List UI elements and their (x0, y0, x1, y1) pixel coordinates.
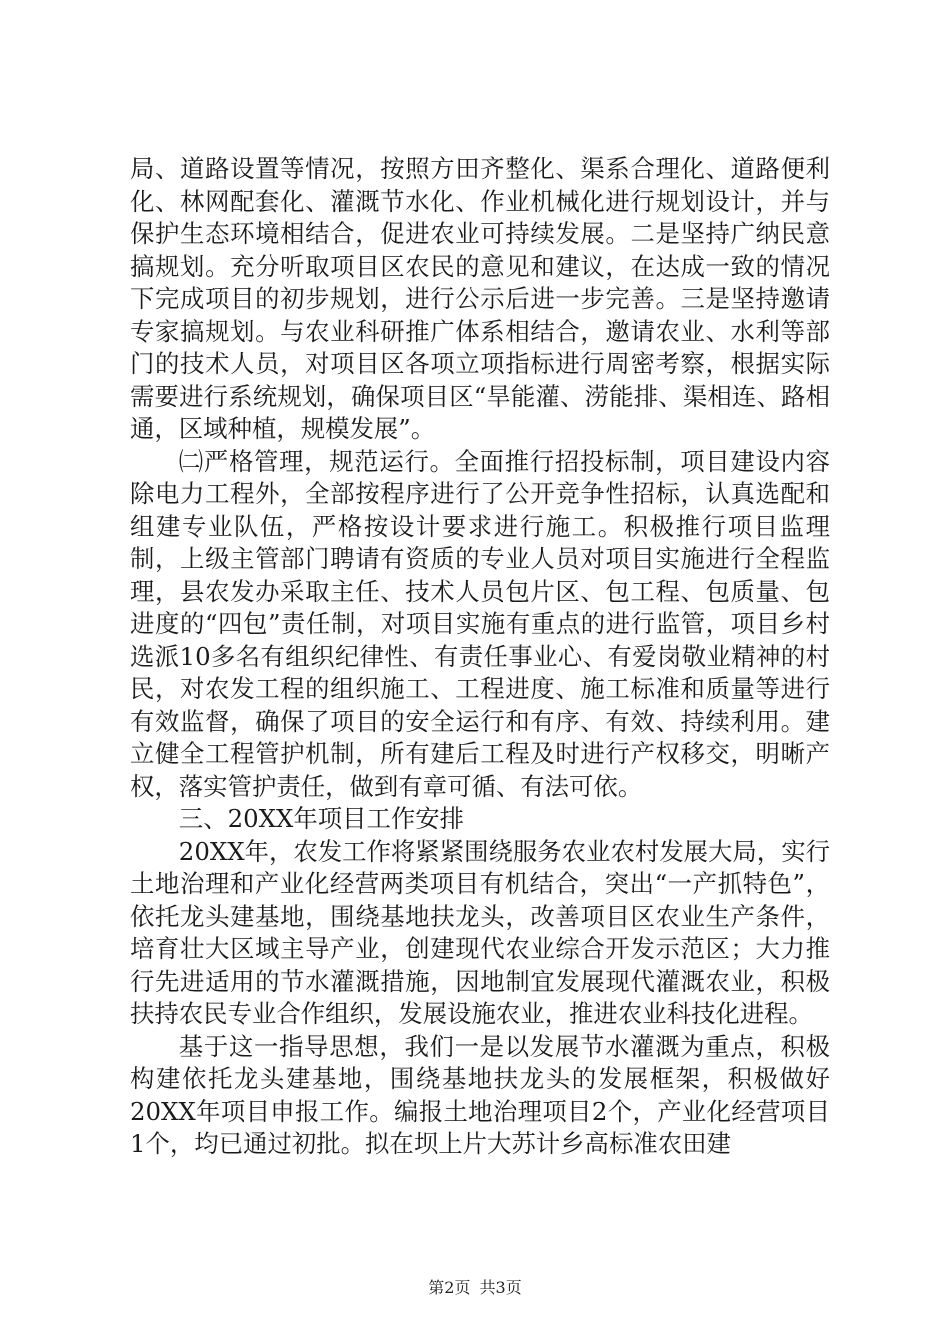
document-body (130, 153, 830, 1161)
page-number: 第2页 (428, 1278, 471, 1297)
page-footer (0, 1275, 950, 1298)
section-heading-work-plan: 三、20XX年项目工作安排 (178, 804, 465, 833)
paragraph-work-plan: 20XX年，农发工作将紧紧围绕服务农业农村发展大局，实行土地治理和产业化经营两类项目有机结合，突出“一产抓特色”，依托龙头建基地，围绕基地扶龙头，改善项目区农业生产条件，培育壮大区域主导产业，创建现代农业综合开发示范区；大力推行先进适用的节水灌溉措施，因地制宜发展现代灌溉农业，积极扶持农民专业合作组织，发展设施农业，推进农业科技化进程。 (130, 836, 830, 1028)
paragraph-planning-continued: 局、道路设置等情况，按照方田齐整化、渠系合理化、道路便利化、林网配套化、灌溉节水化、作业机械化进行规划设计，并与保护生态环境相结合，促进农业可持续发展。二是坚持广纳民意搞规划。充分听取项目区农民的意见和建议，在达成一致的情况下完成项目的初步规划，进行公示后进一步完善。三是坚持邀请专家搞规划。与农业科研推广体系相结合，邀请农业、水利等部门的技术人员，对项目区各项立项指标进行周密考察，根据实际需要进行系统规划，确保项目区“旱能灌、涝能排、渠相连、路相通，区域种植，规模发展”。 (130, 154, 830, 443)
paragraph-strict-management: ㈡严格管理，规范运行。全面推行招投标制，项目建设内容除电力工程外，全部按程序进行了公开竞争性招标，认真选配和组建专业队伍，严格按设计要求进行施工。积极推行项目监理制，上级主管部门聘请有资质的专业人员对项目实施进行全程监理，县农发办采取主任、技术人员包片区、包工程、包质量、包进度的“四包”责任制，对项目实施有重点的进行监管，项目乡村选派10多名有组织纪律性、有责任事业心、有爱岗敬业精神的村民，对农发工程的组织施工、工程进度、施工标准和质量等进行有效监督，确保了项目的安全运行和有序、有效、持续利用。建立健全工程管护机制，所有建后工程及时进行产权移交，明晰产权，落实管护责任，做到有章可循、有法可依。 (130, 446, 830, 801)
page-total: 共3页 (479, 1278, 522, 1297)
paragraph-guiding-idea: 基于这一指导思想，我们一是以发展节水灌溉为重点，积极构建依托龙头建基地，围绕基地扶龙头的发展框架，积极做好20XX年项目申报工作。编报土地治理项目2个，产业化经营项目1个，均已通过初批。拟在坝上片大苏计乡高标准农田建 (130, 1031, 830, 1158)
